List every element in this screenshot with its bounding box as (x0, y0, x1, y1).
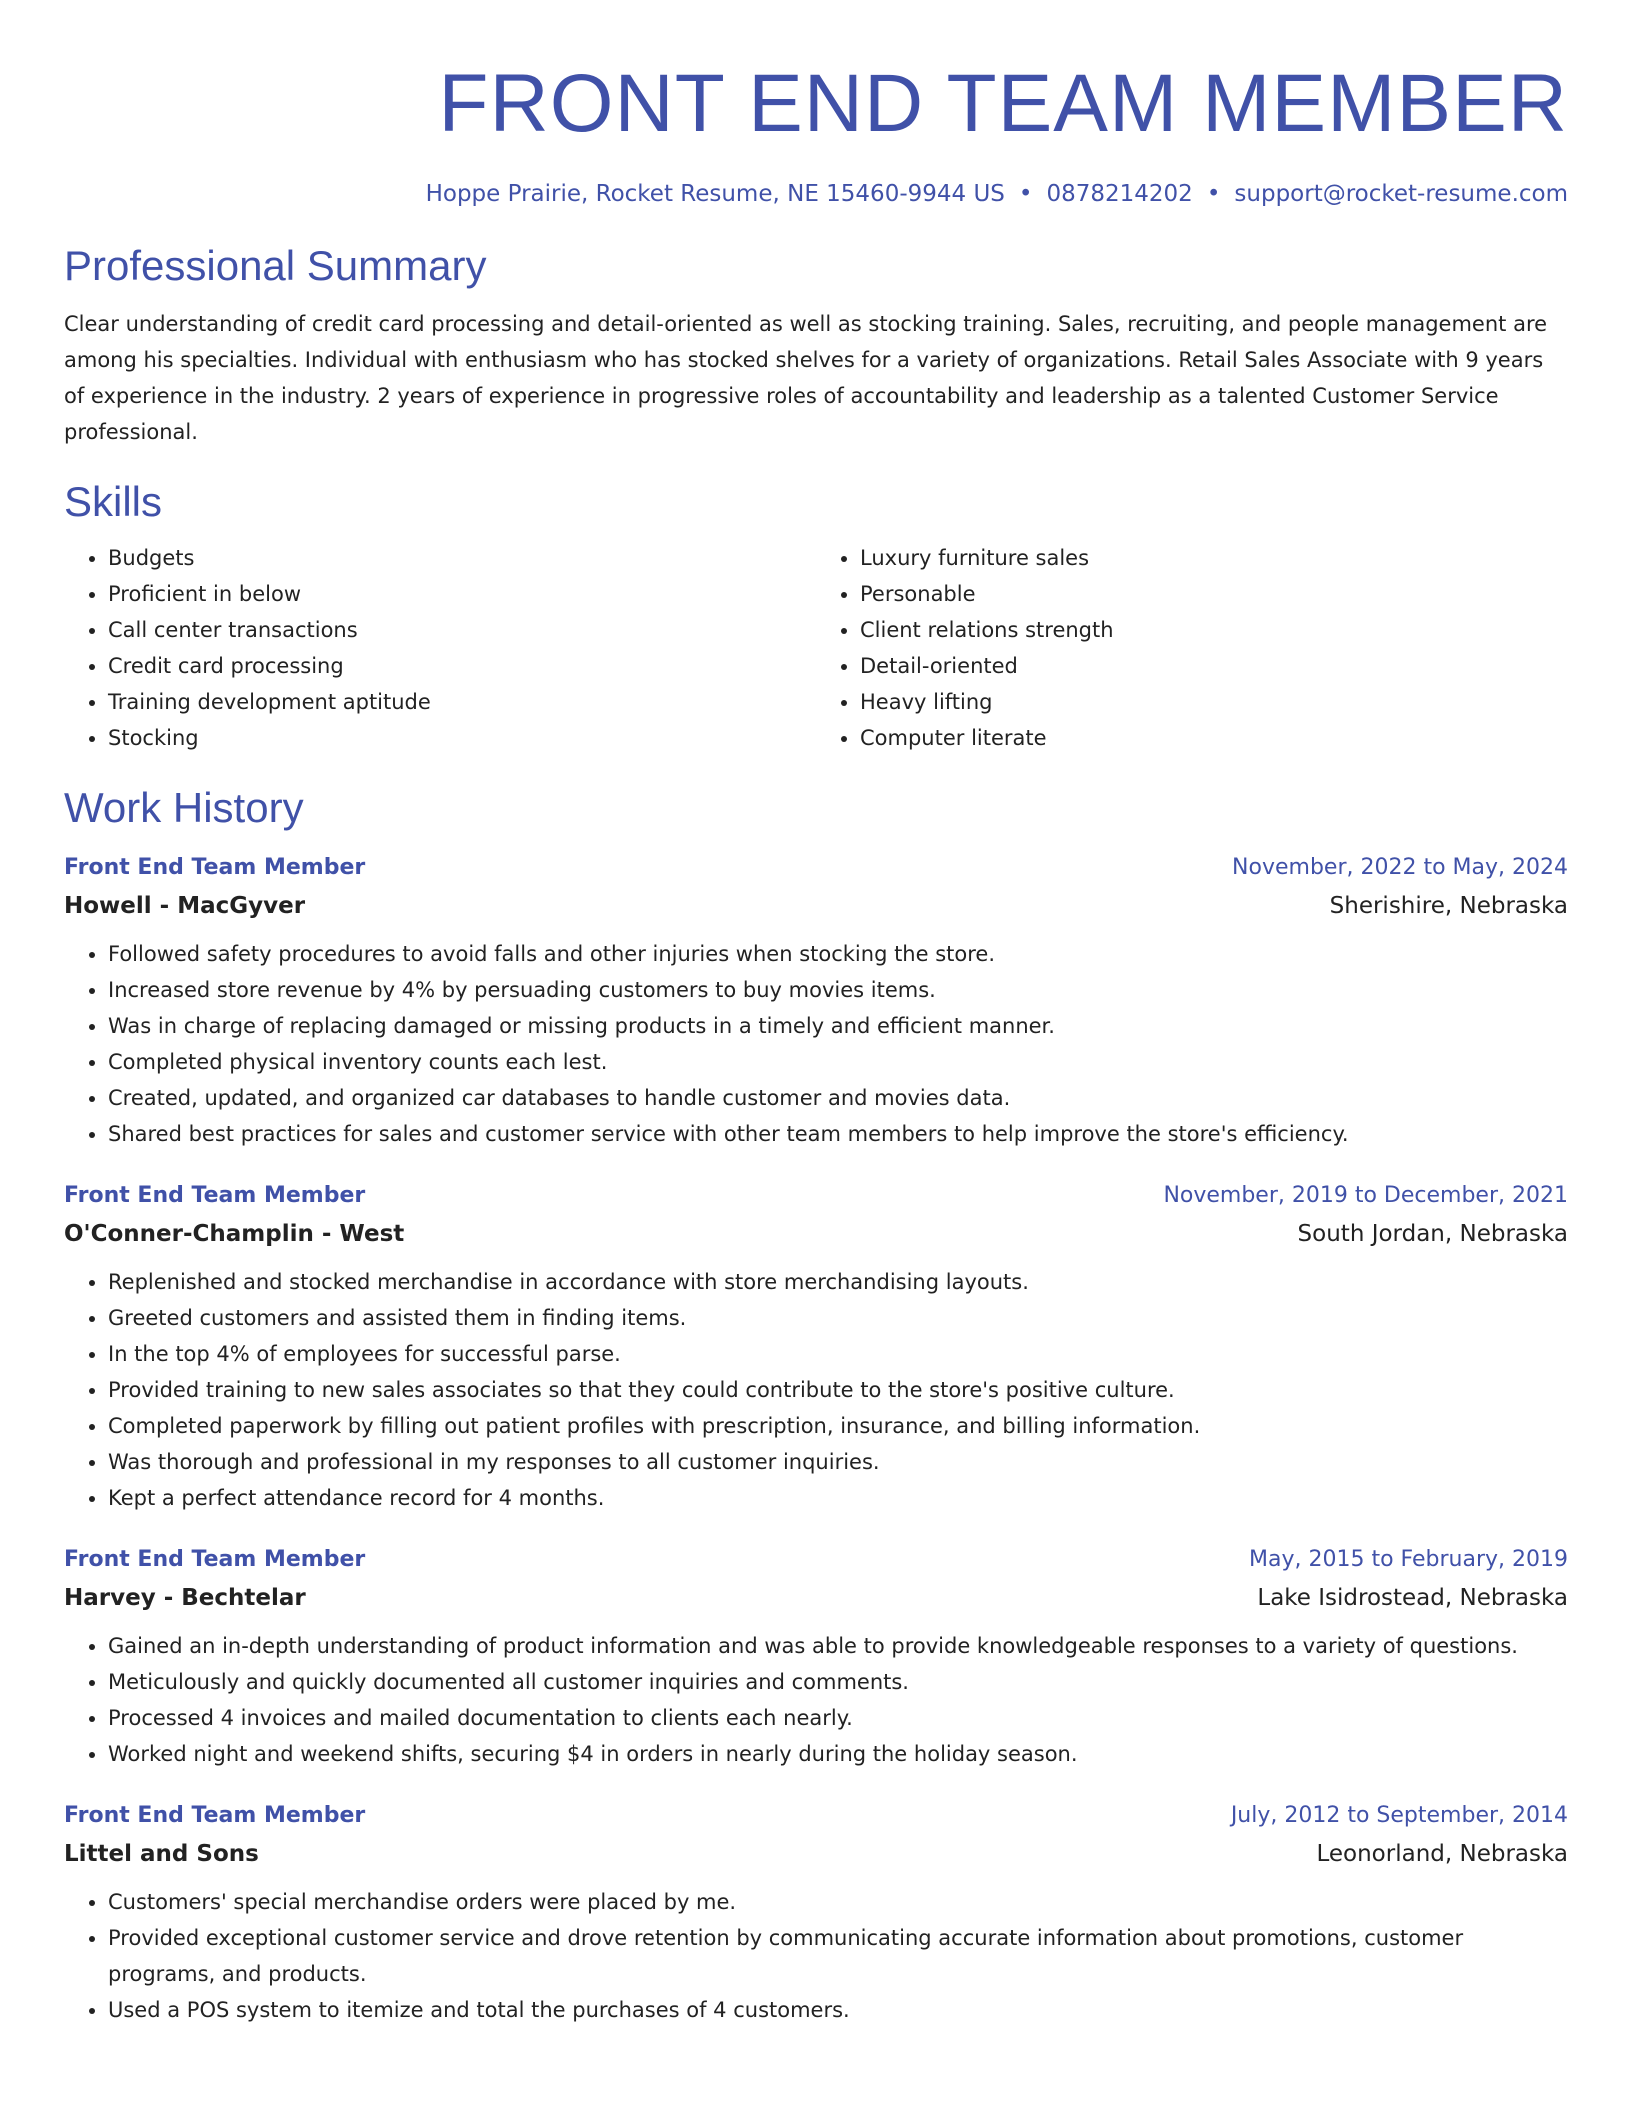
job-title: Front End Team Member (64, 1547, 366, 1572)
job-location: Leonorland, Nebraska (1316, 1841, 1568, 1867)
skills-list (64, 540, 1568, 756)
skills-heading: Skills (64, 478, 163, 525)
skill-item: • Call center transactions (108, 612, 816, 648)
skill-item: • Detail-oriented (860, 648, 1568, 684)
job-bullet: • Shared best practices for sales and customer service with other team members to help improve the store's efficiency. (108, 1116, 1568, 1152)
job-bullet: • Customers' special merchandise orders were placed by me. (108, 1884, 1568, 1920)
resume-name: FRONT END TEAM MEMBER (438, 58, 1568, 149)
skill-item: • Credit card processing (108, 648, 816, 684)
contact-phone: 0878214202 (1046, 181, 1193, 207)
job-title: Front End Team Member (64, 855, 366, 880)
summary-text: Clear understanding of credit card processing and detail-oriented as well as stocking training. Sales, recruiting, and people management are among his specialties. Individual with enthusiasm who has stocked shelves for a variety of organizations. Retail Sales Associate with 9 years of experience in the industry. 2 years of experience in progressive roles of accountability and leadership as a talented Customer Service professional. (64, 312, 1548, 444)
skills-column-left (64, 540, 816, 756)
job-entry (64, 1542, 1568, 1772)
job-bullet: • Kept a perfect attendance record for 4 months. (108, 1480, 1568, 1516)
summary-heading: Professional Summary (64, 242, 487, 289)
job-title: Front End Team Member (64, 1183, 366, 1208)
job-company: Harvey - Bechtelar (64, 1585, 306, 1611)
skill-item: • Budgets (108, 540, 816, 576)
job-bullet: • Provided training to new sales associates so that they could contribute to the store's positive culture. (108, 1372, 1568, 1408)
skill-item: • Computer literate (860, 720, 1568, 756)
job-bullet: • Replenished and stocked merchandise in accordance with store merchandising layouts. (108, 1264, 1568, 1300)
job-dates: November, 2019 to December, 2021 (1163, 1183, 1568, 1208)
job-entry (64, 1798, 1568, 2028)
job-bullet: • Worked night and weekend shifts, securing $4 in orders in nearly during the holiday season. (108, 1736, 1568, 1772)
contact-separator: • (1018, 181, 1033, 207)
skill-item: • Luxury furniture sales (860, 540, 1568, 576)
job-bullet: • Meticulously and quickly documented all customer inquiries and comments. (108, 1664, 1568, 1700)
job-bullet: • Processed 4 invoices and mailed documentation to clients each nearly. (108, 1700, 1568, 1736)
contact-address: Hoppe Prairie, Rocket Resume, NE 15460-9944 US (425, 181, 1005, 207)
job-bullet: • Greeted customers and assisted them in finding items. (108, 1300, 1568, 1336)
job-bullets (64, 1628, 1568, 1772)
skill-item: • Stocking (108, 720, 816, 756)
skill-item: • Proficient in below (108, 576, 816, 612)
job-location: South Jordan, Nebraska (1297, 1221, 1568, 1247)
job-bullet: • Provided exceptional customer service and drove retention by communicating accurate information about promotions, customer programs, and products. (108, 1920, 1568, 1992)
contact-email[interactable]: support@rocket-resume.com (1234, 181, 1568, 207)
job-bullets (64, 1264, 1568, 1516)
job-bullet: • Followed safety procedures to avoid falls and other injuries when stocking the store. (108, 936, 1568, 972)
job-bullet: • Was thorough and professional in my responses to all customer inquiries. (108, 1444, 1568, 1480)
skill-item: • Personable (860, 576, 1568, 612)
skill-item: • Client relations strength (860, 612, 1568, 648)
job-bullet: • Completed paperwork by filling out patient profiles with prescription, insurance, and billing information. (108, 1408, 1568, 1444)
work-history-heading: Work History (64, 784, 304, 831)
job-bullets (64, 1884, 1568, 2028)
job-company: O'Conner-Champlin - West (64, 1221, 405, 1247)
job-dates: November, 2022 to May, 2024 (1232, 855, 1568, 880)
job-entry (64, 1178, 1568, 1516)
job-bullet: • Increased store revenue by 4% by persuading customers to buy movies items. (108, 972, 1568, 1008)
job-bullet: • Gained an in-depth understanding of product information and was able to provide knowledgeable responses to a variety of questions. (108, 1628, 1568, 1664)
job-company: Littel and Sons (64, 1841, 259, 1867)
contact-separator: • (1206, 181, 1221, 207)
job-dates: May, 2015 to February, 2019 (1249, 1547, 1568, 1572)
job-bullet: • Was in charge of replacing damaged or missing products in a timely and efficient manner. (108, 1008, 1568, 1044)
job-title: Front End Team Member (64, 1803, 366, 1828)
job-company: Howell - MacGyver (64, 893, 306, 919)
job-bullet: • Created, updated, and organized car databases to handle customer and movies data. (108, 1080, 1568, 1116)
job-bullet: • Used a POS system to itemize and total the purchases of 4 customers. (108, 1992, 1568, 2028)
job-bullet: • In the top 4% of employees for successful parse. (108, 1336, 1568, 1372)
job-bullets (64, 936, 1568, 1152)
skill-item: • Heavy lifting (860, 684, 1568, 720)
job-dates: July, 2012 to September, 2014 (1230, 1803, 1568, 1828)
job-bullet: • Completed physical inventory counts each lest. (108, 1044, 1568, 1080)
contact-line (64, 178, 1568, 210)
job-entry (64, 850, 1568, 1152)
job-location: Lake Isidrostead, Nebraska (1257, 1585, 1568, 1611)
skill-item: • Training development aptitude (108, 684, 816, 720)
skills-column-right (816, 540, 1568, 756)
job-location: Sherishire, Nebraska (1329, 893, 1568, 919)
